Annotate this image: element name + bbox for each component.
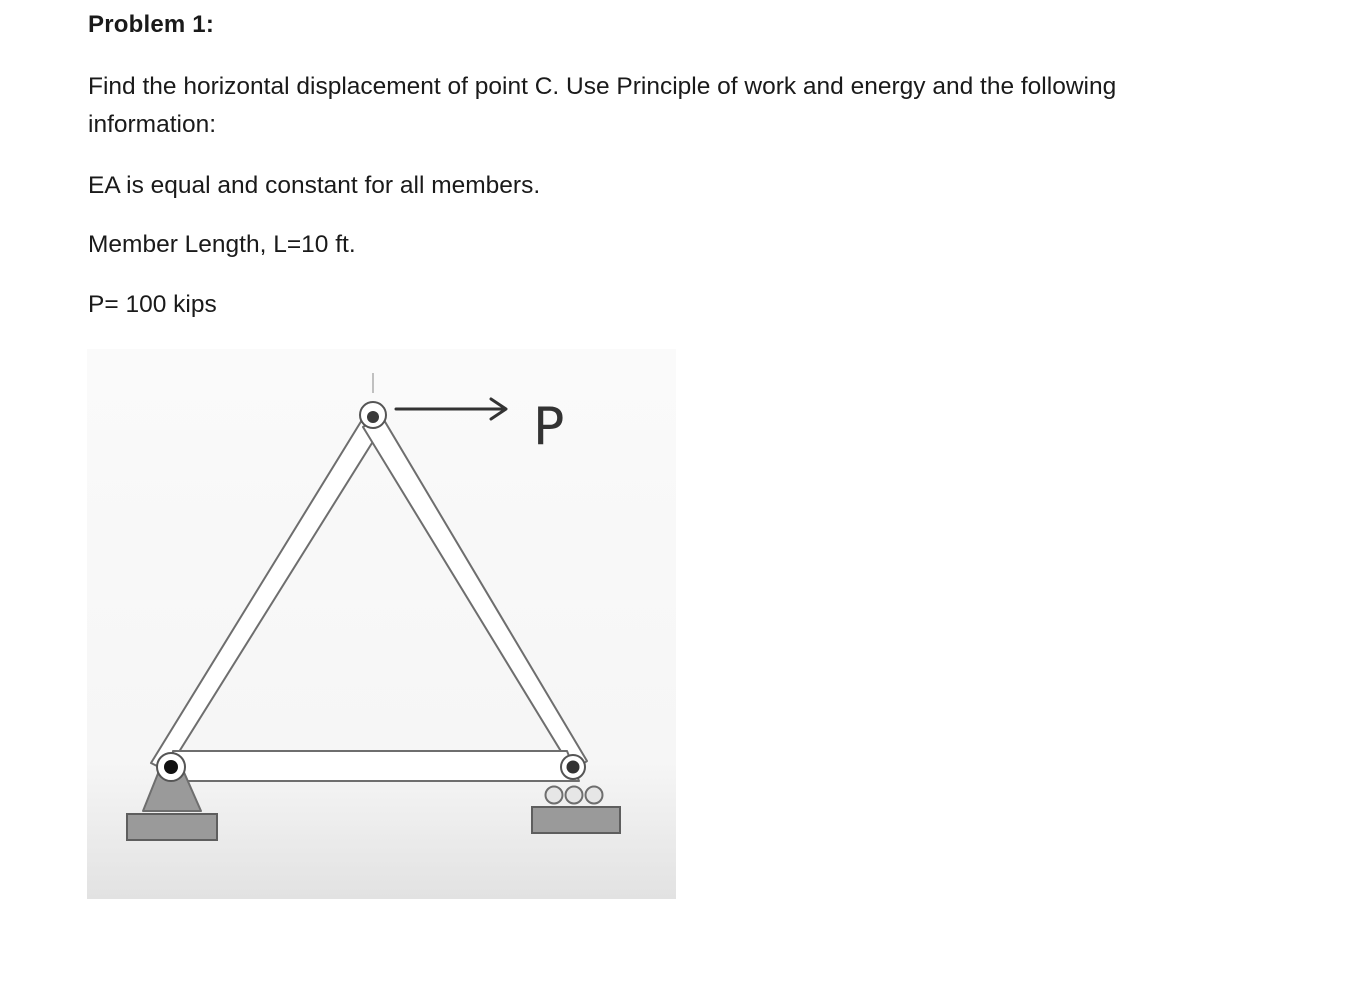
load-label: P xyxy=(533,397,565,457)
pin-a-icon xyxy=(164,760,178,774)
ea-statement: EA is equal and constant for all members. xyxy=(88,172,541,199)
problem-statement-line-1: Find the horizontal displacement of point C. Use Principle of work and energy and the following xyxy=(88,73,1117,100)
pin-c-icon xyxy=(367,411,379,423)
ground-block-b xyxy=(532,807,620,833)
member-length-statement: Member Length, L=10 ft. xyxy=(88,231,356,258)
load-statement: P= 100 kips xyxy=(88,291,217,318)
roller-1-icon xyxy=(546,787,563,804)
ground-block-a xyxy=(127,814,217,840)
roller-3-icon xyxy=(586,787,603,804)
problem-statement-line-2: information: xyxy=(88,111,217,138)
member-bottom xyxy=(171,751,579,781)
problem-title: Problem 1: xyxy=(88,11,215,38)
roller-2-icon xyxy=(566,787,583,804)
truss-diagram xyxy=(87,349,676,899)
truss-figure xyxy=(87,349,676,899)
pin-b-icon xyxy=(567,761,580,774)
problem-statement xyxy=(88,68,1116,144)
